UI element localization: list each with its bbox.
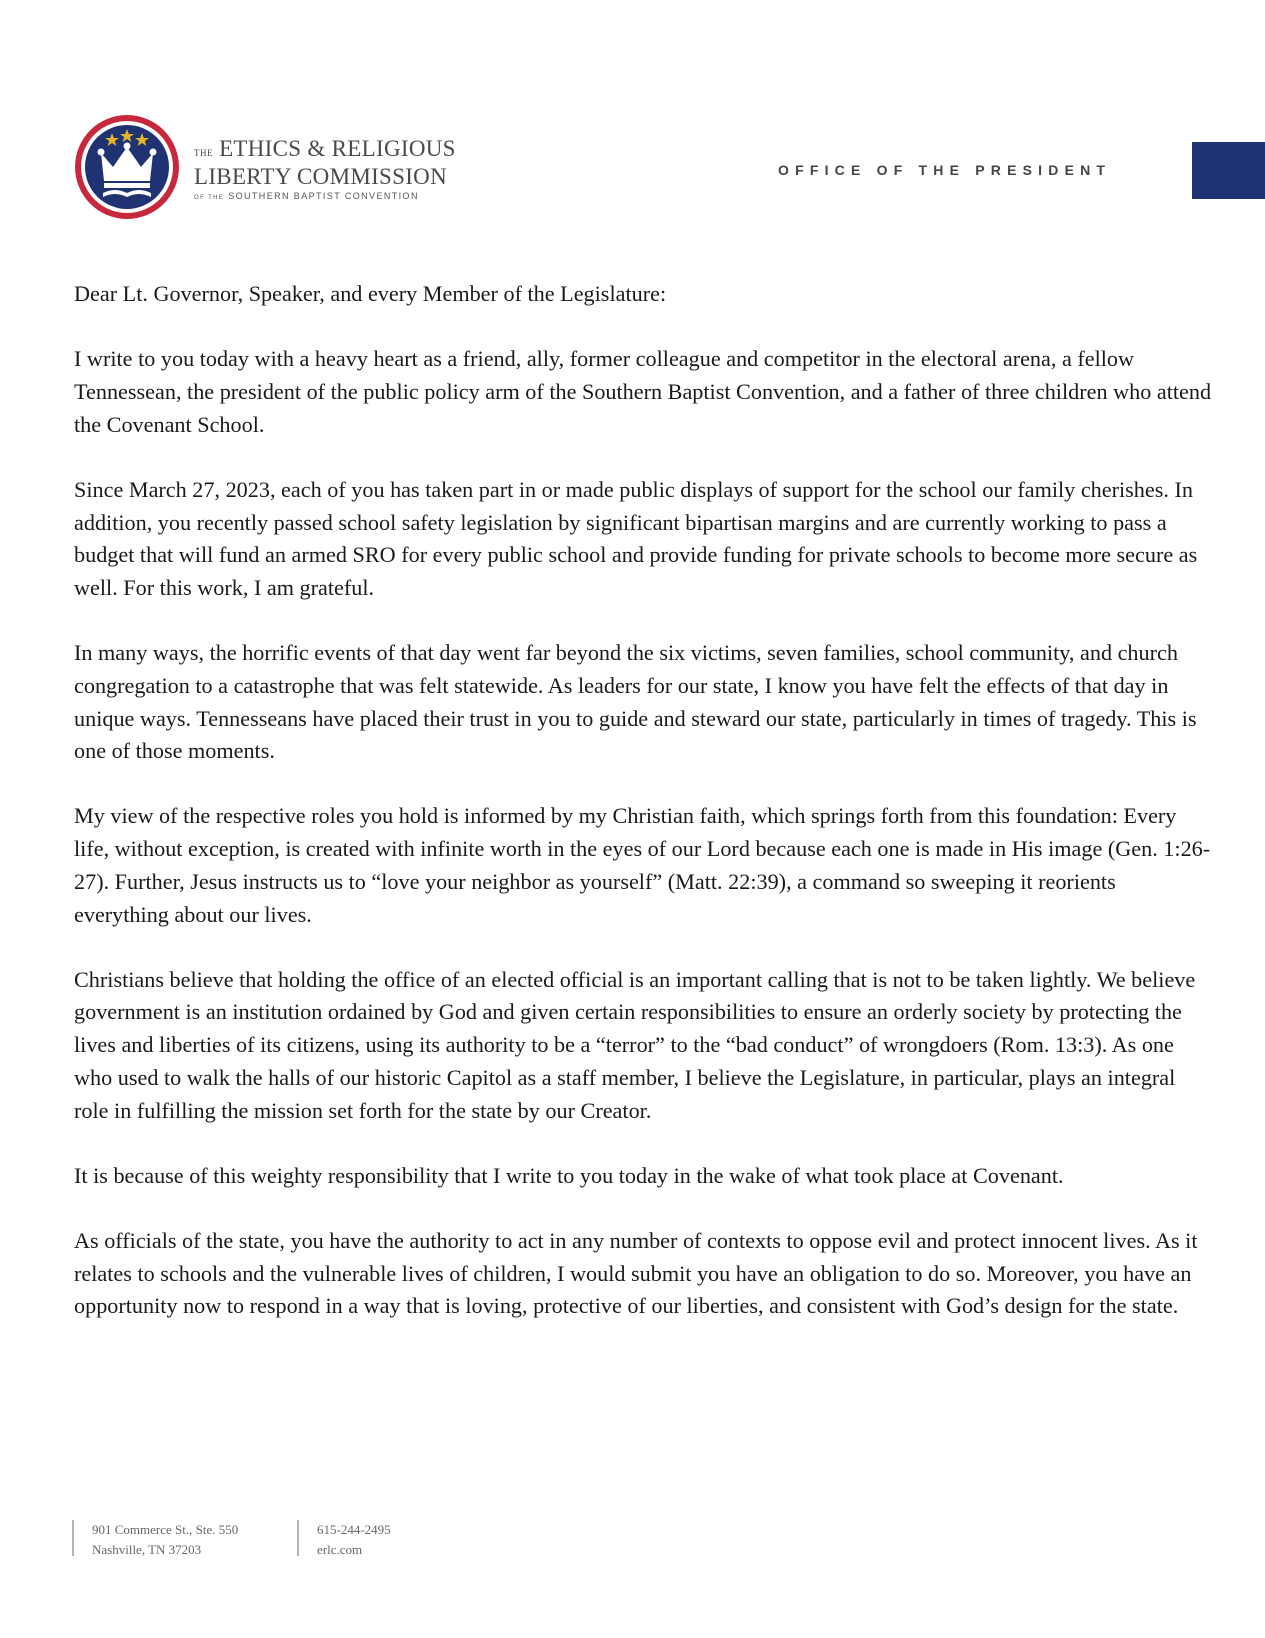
- paragraph-4: My view of the respective roles you hold is informed by my Christian faith, which springs forth from this foundation: Every life, without exception, is created with infinite worth in the eyes of our Lord because each one is made in His image (Gen. 1:26-27). Further, Jesus instructs us to “love your neighbor as yourself” (Matt. 22:39), a command so sweeping it reorients everything about our lives.: [74, 803, 1211, 927]
- footer-contact: [297, 1520, 391, 1556]
- website: erlc.com: [317, 1542, 363, 1557]
- org-name-line-1: THE ETHICS & RELIGIOUS: [194, 136, 456, 161]
- erlc-logo: [73, 113, 458, 225]
- paragraph-7: As officials of the state, you have the authority to act in any number of contexts to oppose evil and protect innocent lives. As it relates to schools and the vulnerable lives of children, I would submit you have an obligation to do so. Moreover, you have an opportunity now to respond in a way that is loving, protective of our liberties, and consistent with God’s design for the state.: [74, 1227, 1198, 1319]
- salutation: Dear Lt. Governor, Speaker, and every Member of the Legislature:: [74, 281, 667, 306]
- org-wordmark: [194, 137, 456, 201]
- paragraph-6: It is because of this weighty responsibility that I write to you today in the wake of what took place at Covenant.: [74, 1162, 1064, 1188]
- paragraph-1: I write to you today with a heavy heart as a friend, ally, former colleague and competitor in the electoral arena, a fellow Tennessean, the president of the public policy arm of the Southern Baptist Convention, and a father of three children who attend the Covenant School.: [74, 346, 1212, 437]
- address-line-2: Nashville, TN 37203: [92, 1542, 202, 1557]
- paragraph-3: In many ways, the horrific events of that day went far beyond the six victims, seven families, school community, and church congregation to a catastrophe that was felt statewide. As leaders for our state, I know you have felt the effects of that day in unique ways. Tennesseans have placed their trust in you to guide and steward our state, particularly in times of tragedy. This is one of those moments.: [74, 640, 1197, 764]
- letter-body: [74, 278, 1214, 1356]
- crown-seal-icon: [73, 113, 181, 221]
- org-name-line-2: LIBERTY COMMISSION: [194, 164, 447, 189]
- paragraph-5: Christians believe that holding the office of an elected official is an important calling that is not to be taken lightly. We believe government is an institution ordained by God and given certain responsibilities to ensure an orderly society by protecting the lives and liberties of its citizens, using its authority to be a “terror” to the “bad conduct” of wrongdoers (Rom. 13:3). As one who used to walk the halls of our historic Capitol as a staff member, I believe the Legislature, in particular, plays an integral role in fulfilling the mission set forth for the state by our Creator.: [74, 966, 1196, 1123]
- footer-address: [72, 1520, 238, 1556]
- phone-number: 615-244-2495: [317, 1522, 391, 1537]
- address-line-1: 901 Commerce St., Ste. 550: [92, 1522, 239, 1537]
- paragraph-2: Since March 27, 2023, each of you has taken part in or made public displays of support for the school our family cherishes. In addition, you recently passed school safety legislation by significant bipartisan margins and are currently working to pass a budget that will fund an armed SRO for every public school and provide funding for private schools to become more secure as well. For this work, I am grateful.: [74, 476, 1198, 600]
- org-name-line-3: OF THE SOUTHERN BAPTIST CONVENTION: [194, 191, 419, 201]
- navy-accent-bar: [1192, 142, 1265, 199]
- office-of-the-president-label: OFFICE OF THE PRESIDENT: [778, 162, 1112, 178]
